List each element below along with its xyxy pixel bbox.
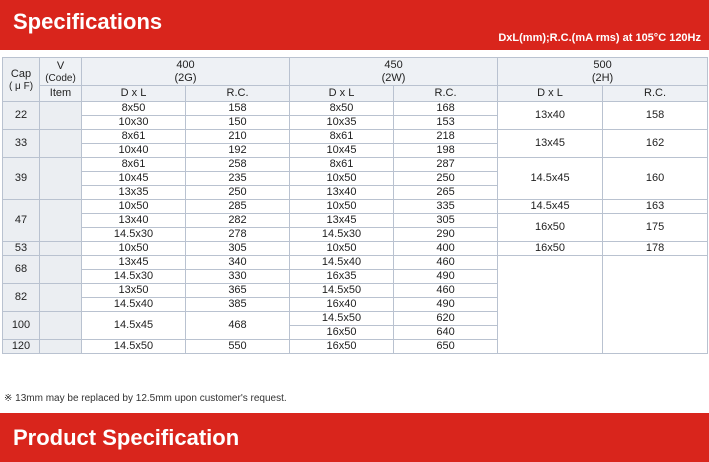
spec-table (2, 57, 708, 354)
item-cell (40, 312, 82, 340)
column-header-row (3, 86, 708, 102)
cap-label: Cap (10, 67, 32, 80)
cap-header-cell (3, 58, 40, 102)
rc-cell: 250 (394, 172, 498, 186)
units-note: DxL(mm);R.C.(mA rms) at 105°C 120Hz (498, 32, 701, 44)
rc-cell: 550 (186, 340, 290, 354)
voltage-value: 500 (593, 58, 612, 71)
product-specification-banner (0, 413, 709, 462)
dxl-cell: 8x61 (290, 130, 394, 144)
dxl-cell: 10x30 (82, 116, 186, 130)
dxl-cell: 13x35 (82, 186, 186, 200)
rc-cell: 490 (394, 270, 498, 284)
rc-cell: 250 (186, 186, 290, 200)
dxl-header-500: D x L (498, 86, 603, 102)
voltage-500-header (498, 58, 708, 86)
rc-cell: 400 (394, 242, 498, 256)
rc-cell: 163 (603, 200, 708, 214)
dxl-cell: 14.5x30 (82, 270, 186, 284)
rc-cell: 385 (186, 298, 290, 312)
dxl-cell: 13x50 (82, 284, 186, 298)
spec-sheet (0, 50, 709, 413)
empty-rc-cell (603, 256, 708, 354)
rc-cell: 335 (394, 200, 498, 214)
dxl-cell: 16x35 (290, 270, 394, 284)
dxl-cell: 10x45 (82, 172, 186, 186)
dxl-cell: 8x50 (82, 102, 186, 116)
cap-value-cell: 82 (3, 284, 40, 312)
empty-dxl-cell (498, 256, 603, 354)
code-label: (Code) (45, 72, 76, 84)
dxl-header-450: D x L (290, 86, 394, 102)
voltage-400-header (82, 58, 290, 86)
dxl-cell: 13x45 (498, 130, 603, 158)
dxl-cell: 10x50 (290, 242, 394, 256)
voltage-code: (2H) (591, 71, 614, 84)
specifications-banner (0, 0, 709, 50)
rc-cell: 490 (394, 298, 498, 312)
dxl-cell: 10x50 (82, 242, 186, 256)
dxl-cell: 8x61 (82, 130, 186, 144)
voltage-header-row (3, 58, 708, 86)
table-row (3, 158, 708, 172)
rc-header-400: R.C. (186, 86, 290, 102)
rc-cell: 210 (186, 130, 290, 144)
rc-header-450: R.C. (394, 86, 498, 102)
dxl-cell: 10x45 (290, 144, 394, 158)
rc-cell: 218 (394, 130, 498, 144)
rc-cell: 158 (603, 102, 708, 130)
table-row (3, 200, 708, 214)
rc-cell: 460 (394, 256, 498, 270)
rc-cell: 168 (394, 102, 498, 116)
table-row (3, 102, 708, 116)
voltage-value: 450 (384, 58, 403, 71)
rc-cell: 265 (394, 186, 498, 200)
dxl-cell: 16x50 (498, 214, 603, 242)
dxl-cell: 8x50 (290, 102, 394, 116)
item-cell (40, 340, 82, 354)
dxl-cell: 13x45 (82, 256, 186, 270)
dxl-cell: 8x61 (82, 158, 186, 172)
table-row (3, 214, 708, 228)
dxl-cell: 10x50 (290, 172, 394, 186)
dxl-cell: 13x45 (290, 214, 394, 228)
cap-value-cell: 47 (3, 200, 40, 242)
cap-value-cell: 33 (3, 130, 40, 158)
dxl-cell: 14.5x45 (498, 158, 603, 200)
rc-cell: 468 (186, 312, 290, 340)
table-row (3, 242, 708, 256)
voltage-code: (2W) (381, 71, 406, 84)
dxl-cell: 10x35 (290, 116, 394, 130)
rc-cell: 340 (186, 256, 290, 270)
dxl-cell: 10x50 (82, 200, 186, 214)
dxl-cell: 13x40 (290, 186, 394, 200)
v-label: V (56, 59, 65, 72)
item-cell (40, 284, 82, 312)
rc-cell: 235 (186, 172, 290, 186)
dxl-cell: 14.5x30 (82, 228, 186, 242)
dxl-cell: 16x50 (290, 340, 394, 354)
dxl-cell: 14.5x50 (290, 284, 394, 298)
item-cell (40, 200, 82, 242)
rc-cell: 365 (186, 284, 290, 298)
dxl-cell: 14.5x45 (82, 312, 186, 340)
rc-cell: 162 (603, 130, 708, 158)
dxl-cell: 8x61 (290, 158, 394, 172)
rc-cell: 282 (186, 214, 290, 228)
rc-cell: 640 (394, 326, 498, 340)
specifications-heading: Specifications (13, 9, 163, 34)
dxl-cell: 14.5x50 (82, 340, 186, 354)
rc-cell: 192 (186, 144, 290, 158)
rc-cell: 160 (603, 158, 708, 200)
dxl-cell: 16x50 (498, 242, 603, 256)
rc-cell: 150 (186, 116, 290, 130)
cap-value-cell: 22 (3, 102, 40, 130)
rc-cell: 175 (603, 214, 708, 242)
rc-cell: 153 (394, 116, 498, 130)
rc-cell: 330 (186, 270, 290, 284)
dxl-cell: 16x40 (290, 298, 394, 312)
rc-cell: 158 (186, 102, 290, 116)
dxl-cell: 10x50 (290, 200, 394, 214)
voltage-code: (2G) (174, 71, 197, 84)
item-cell (40, 158, 82, 200)
dxl-cell: 14.5x45 (498, 200, 603, 214)
dxl-cell: 14.5x30 (290, 228, 394, 242)
rc-cell: 287 (394, 158, 498, 172)
item-cell (40, 130, 82, 158)
cap-value-cell: 100 (3, 312, 40, 340)
rc-cell: 198 (394, 144, 498, 158)
voltage-450-header (290, 58, 498, 86)
cap-value-cell: 68 (3, 256, 40, 284)
cap-unit-label: ( μ F) (8, 80, 34, 92)
item-cell (40, 102, 82, 130)
item-cell (40, 242, 82, 256)
product-specification-heading: Product Specification (13, 425, 240, 450)
rc-cell: 650 (394, 340, 498, 354)
dxl-cell: 14.5x40 (290, 256, 394, 270)
dxl-cell: 13x40 (82, 214, 186, 228)
item-header: Item (40, 86, 82, 102)
footnote: ※ 13mm may be replaced by 12.5mm upon customer's request. (4, 393, 287, 404)
voltage-value: 400 (176, 58, 195, 71)
rc-header-500: R.C. (603, 86, 708, 102)
item-cell (40, 256, 82, 284)
dxl-header-400: D x L (82, 86, 186, 102)
rc-cell: 460 (394, 284, 498, 298)
cap-value-cell: 53 (3, 242, 40, 256)
rc-cell: 178 (603, 242, 708, 256)
dxl-cell: 14.5x40 (82, 298, 186, 312)
rc-cell: 290 (394, 228, 498, 242)
table-row (3, 256, 708, 270)
v-code-header-cell (40, 58, 82, 86)
dxl-cell: 10x40 (82, 144, 186, 158)
table-row (3, 130, 708, 144)
cap-value-cell: 39 (3, 158, 40, 200)
rc-cell: 258 (186, 158, 290, 172)
rc-cell: 285 (186, 200, 290, 214)
rc-cell: 305 (186, 242, 290, 256)
dxl-cell: 14.5x50 (290, 312, 394, 326)
dxl-cell: 16x50 (290, 326, 394, 340)
cap-value-cell: 120 (3, 340, 40, 354)
dxl-cell: 13x40 (498, 102, 603, 130)
rc-cell: 305 (394, 214, 498, 228)
rc-cell: 620 (394, 312, 498, 326)
rc-cell: 278 (186, 228, 290, 242)
